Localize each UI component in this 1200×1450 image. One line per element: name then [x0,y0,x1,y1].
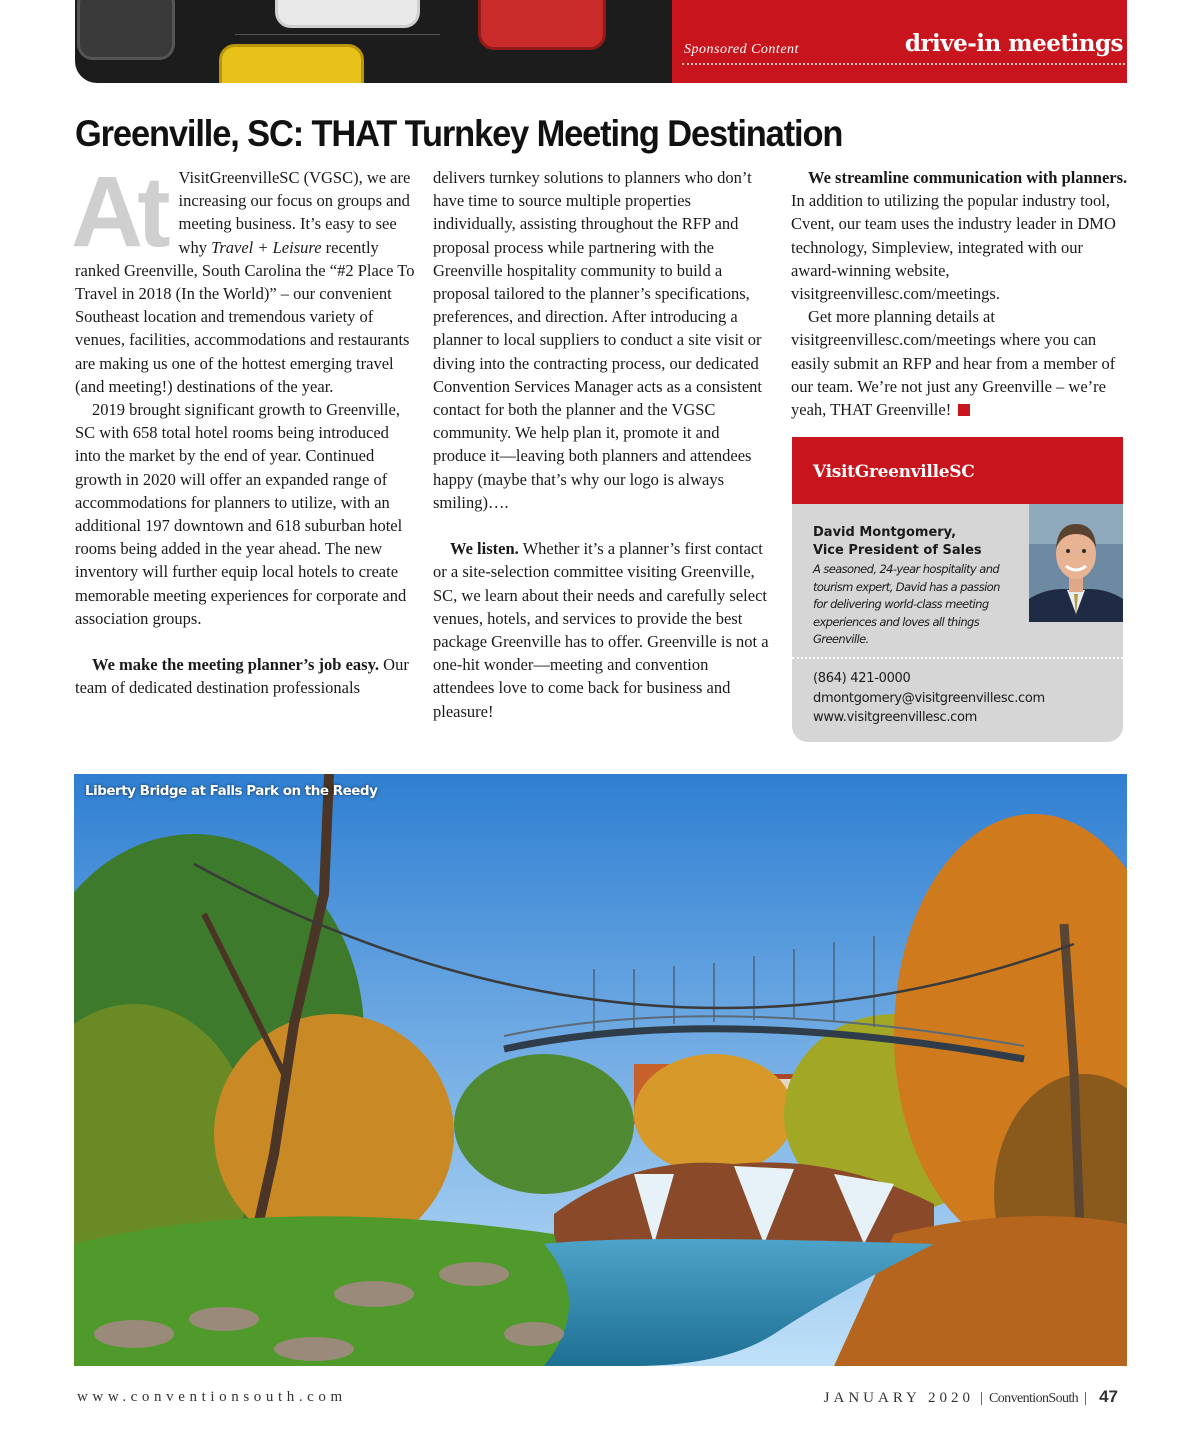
communication-paragraph [791,166,1131,305]
article-column-2 [433,166,773,723]
article-column-1 [71,156,415,700]
intro-paragraph [71,156,415,398]
contact-portrait [1029,504,1123,622]
lane-line [235,34,440,35]
listen-text: Whether it’s a planner’s first contact or a site-selection committee visiting Greenville, SC, we learn about their needs and carefully select venues, hotels, and services to provide the best package Greenville has to offer. Greenville is not a one-hit wonder—meeting and convention attendees love to come back for business and pleasure! [433,539,769,721]
contact-role: Vice President of Sales [813,543,982,558]
banner-red-panel [672,0,1127,83]
cars-image [75,0,672,83]
intro-publication: Travel + Leisure [211,237,322,257]
footer-separator: | [1084,1390,1088,1406]
contact-email[interactable]: dmontgomery@visitgreenvillesc.com [813,690,1045,706]
contact-bio: A seasoned, 24-year hospitality and tourism expert, David has a passion for delivering world-class meeting experiences and loves all things Greenville. [813,562,1000,647]
footer-issue-date: JANUARY 2020 [823,1390,975,1406]
contact-website[interactable]: www.visitgreenvillesc.com [813,710,978,725]
contact-phone[interactable]: (864) 421-0000 [813,671,911,686]
card-divider [792,657,1123,659]
paragraph-spacer [75,630,415,653]
growth-paragraph: 2019 brought significant growth to Greenville, SC with 658 total hotel rooms being introduced into the market by the end of year. Continued growth in 2020 will offer an expanded range of accommodations for planners to utilize, with an additional 197 downtown and 618 suburban hotel rooms being added in the year ahead. The new inventory will further equip local hotels to create memorable meeting experiences for corporate and association groups. [75,400,407,628]
footer-magazine: ConventionSouth [989,1391,1079,1406]
communication-lead: We streamline communication with planners. [808,168,1128,187]
footer-separator: | [980,1390,984,1406]
drop-cap: At [71,156,165,268]
card-title: VisitGreenvilleSC [813,462,975,482]
closing-text: Get more planning details at visitgreenvillesc.com/meetings where you can easily submit an RFP and hear from a member of our team. We’re not just any Greenville – we’re yeah, THAT Greenville! [791,307,1116,420]
car-yellow [219,44,364,83]
end-mark-icon [958,404,970,416]
sponsored-label: Sponsored Content [684,42,799,57]
footer-folio [824,1387,1118,1407]
article-headline: Greenville, SC: THAT Turnkey Meeting Destination [75,113,843,154]
card-header [792,437,1123,504]
planner-paragraph [75,653,415,699]
car-white [275,0,420,28]
park-photo [74,774,1127,1366]
intro-text-a: VisitGreenvilleSC (VGSC), we are increasing our focus on groups and meeting business. It’s easy to see why [178,168,411,257]
contact-card [792,437,1123,742]
car-red [478,0,606,50]
listen-paragraph [433,537,773,723]
section-title: drive-in meetings [904,30,1123,57]
planner-text: Our team of dedicated destination professionals [75,655,409,698]
footer-website: www.conventionsouth.com [77,1389,347,1405]
car-dark [77,0,175,60]
page-number: 47 [1099,1387,1118,1406]
contact-name-block [813,524,1023,560]
article-column-3 [791,166,1131,421]
photo-caption: Liberty Bridge at Falls Park on the Reedy [85,783,378,799]
listen-lead: We listen. [450,539,519,559]
dotted-rule [682,63,1125,65]
turnkey-paragraph: delivers turnkey solutions to planners who don’t have time to source multiple properties individually, assisting throughout the RFP and proposal process while partnering with the Greenville hospitality community to build a proposal tailored to the planner’s specifications, preferences, and direction. After introducing a planner to local suppliers to conduct a site visit or diving into the contracting process, our dedicated Convention Services Manager acts as a consistent contact for both the planner and the VGSC community. We help plan it, promote it and produce it—leaving both planners and attendees happy (maybe that’s why our logo is always smiling)…. [433,168,762,512]
contact-details [813,669,1045,728]
planner-lead: We make the meeting planner’s job easy. [92,655,380,675]
paragraph-spacer [433,514,773,537]
contact-name: David Montgomery, [813,525,957,540]
liberty-bridge-illustration [74,774,1127,1366]
section-banner [75,0,1127,83]
intro-text-b: recently ranked Greenville, South Carolina the “#2 Place To Travel in 2018 (In the World)” – our convenient Southeast location and tremendous variety of venues, facilities, accommodations and restaurants are making us one of the hottest emerging travel (and meeting!) destinations of the year. [75,237,415,396]
closing-paragraph [791,305,1131,421]
communication-text: In addition to utilizing the popular industry tool, Cvent, our team uses the industry leader in DMO technology, Simpleview, integrated with our award-winning website, visitgreenvillesc.com/meetings. [791,191,1116,304]
